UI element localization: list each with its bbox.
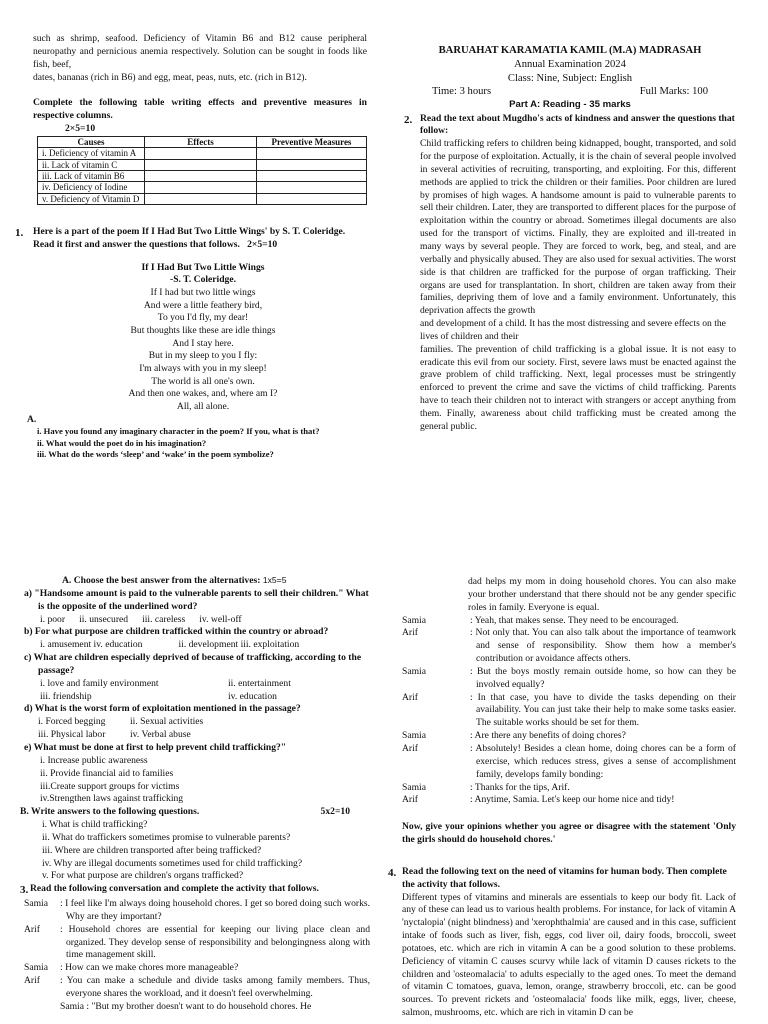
section-b-questions: [20, 819, 370, 883]
dialogue-text: : Anytime, Samia. Let's keep our home nice and tidy!: [470, 794, 675, 806]
table-row: [38, 182, 367, 193]
mcq-option[interactable]: iii.Create support groups for victims: [40, 780, 180, 792]
mcq-heading: A. Choose the best answer from the alternatives:: [62, 575, 261, 586]
q2-number: 2.: [404, 113, 413, 126]
mcq-option[interactable]: iv. education: [228, 690, 277, 702]
section-b-marks: 5x2=10: [320, 806, 350, 818]
speaker: Samia: [402, 781, 426, 793]
q3-dialogue-left: [20, 898, 370, 1014]
vitamin-text-1: such as shrimp, seafood. Deficiency of Vitamin B6 and B12 cause peripheral neuropathy and pernicious anemia respectively. Solution can be sought in foods like fish, beef,: [33, 33, 367, 70]
table-cell-effect[interactable]: [145, 193, 257, 204]
bottom-left-column: [20, 575, 370, 1014]
q1-number: 1.: [15, 226, 24, 239]
speaker: Arif: [24, 975, 40, 987]
mcq-question: e) What must be done at first to help prevent child trafficking?": [24, 741, 287, 753]
mcq-options: [20, 755, 370, 806]
short-question: i. What is child trafficking?: [42, 819, 148, 831]
table-header-causes: Causes: [38, 136, 145, 147]
table-cell-cause: iv. Deficiency of Iodine: [38, 182, 145, 193]
poem-line: All, all alone.: [176, 400, 230, 412]
mcq-option[interactable]: i. amusement iv. education: [40, 639, 143, 651]
part-heading: Part A: Reading - 35 marks: [509, 99, 631, 111]
exam-name: Annual Examination 2024: [514, 58, 626, 70]
speaker: Arif: [402, 794, 418, 806]
dialogue-text: : I feel like I'm always doing household chores. I get so bored doing such works. Why are they important?: [60, 897, 370, 922]
dialogue-text: : How can we make chores more manageable?: [60, 962, 239, 974]
table-cell-cause: ii. Lack of vitamin C: [38, 159, 145, 170]
mcq-option[interactable]: i. love and family environment: [40, 677, 159, 689]
full-marks: Full Marks: 100: [639, 86, 708, 98]
dialogue-text: : Yeah, that makes sense. They need to be encouraged.: [470, 614, 679, 626]
section-b-title: B. Write answers to the following questions.: [20, 806, 200, 818]
table-cell-cause: i. Deficiency of vitamin A: [38, 148, 145, 159]
table-cell-effect[interactable]: [145, 170, 257, 181]
poem-title: If I Had But Two Little Wings: [141, 261, 265, 273]
speaker: Arif: [24, 923, 40, 935]
poem-line: But thoughts like these are idle things: [130, 324, 276, 336]
short-question: v. For what purpose are children's organs trafficked?: [42, 870, 244, 882]
q2-instruction: Read the text about Mugdho's acts of kindness and answer the questions that follow:: [420, 112, 735, 137]
poem-question: i. Have you found any imaginary character in the poem? If you, what is that?: [37, 426, 320, 437]
mcq-option[interactable]: iii. friendship: [40, 690, 92, 702]
table-cell-measure[interactable]: [257, 159, 367, 170]
poem-line: And were a little feathery bird,: [143, 299, 263, 311]
mcq-options: [20, 639, 370, 652]
speaker: Samia: [402, 665, 426, 677]
q3-dialogue-right: [402, 615, 736, 808]
mcq-question: b) For what purpose are children trafficked within the country or abroad?: [24, 626, 329, 638]
table-cell-effect[interactable]: [145, 159, 257, 170]
mcq-option[interactable]: i. Forced begging: [38, 716, 106, 728]
dialogue-line: [402, 666, 736, 692]
table-cell-measure[interactable]: [257, 170, 367, 181]
poem-line: But in my sleep to you I fly:: [148, 350, 258, 362]
poem-questions: [33, 426, 367, 460]
exam-header: [404, 44, 736, 112]
question-4: [388, 866, 736, 1020]
mcq-options: [20, 716, 370, 742]
mcq-question: a) "Handsome amount is paid to the vulnerable parents to sell their children." What is the opposite of the underlined word?: [24, 587, 369, 612]
table-cell-cause: v. Deficiency of Vitamin D: [38, 193, 145, 204]
short-question: iv. Why are illegal documents sometimes used for child trafficking?: [42, 857, 303, 869]
poem-question: ii. What would the poet do in his imagination?: [37, 437, 207, 448]
dialogue-line: [402, 730, 736, 743]
dialogue-text: : Are there any benefits of doing chores?: [470, 730, 626, 742]
mcq-option[interactable]: i. poor: [40, 613, 66, 625]
q2-passage-3: families. The prevention of child trafficking is a global issue. It is not easy to eradicate this evil from our society. First, severe laws must be enacted against the grave problem of child trafficking. Next, legal processes must be stringently enforced to prevent the crime and save the victims of child trafficking. Parents have to teach their children not to interact with strangers or accept anything from them. Finally, awareness about child trafficking must be created among the general public.: [420, 343, 736, 432]
mcq-option[interactable]: ii. unsecured: [79, 613, 129, 625]
table-cell-measure[interactable]: [257, 148, 367, 159]
short-question: ii. What do traffickers sometimes promise to vulnerable parents?: [42, 831, 291, 843]
exam-time: Time: 3 hours: [432, 86, 492, 98]
speaker: Arif: [402, 627, 418, 639]
dialogue-text: Samia : "But my brother doesn't want to do household chores. He: [60, 1000, 312, 1012]
mcq-option[interactable]: iv. Verbal abuse: [130, 729, 191, 741]
mcq-option[interactable]: ii. Sexual activities: [130, 716, 204, 728]
dialogue-text: : But the boys mostly remain outside home, so how can they be involved equally?: [470, 665, 736, 690]
poem-line: If I had but two little wings: [150, 286, 256, 298]
table-cell-effect[interactable]: [145, 148, 257, 159]
section-a-label: A.: [27, 413, 37, 425]
table-cell-cause: iii. Lack of vitamin B6: [38, 170, 145, 181]
question-2: [404, 113, 736, 434]
table-row: [38, 193, 367, 204]
dialogue-text: : Not only that. You can also talk about the importance of teamwork and sense of responsibility. Show them how a member's contribution or avoidance affects others.: [470, 627, 736, 665]
bottom-right-column: [388, 576, 736, 1020]
q3-instruction: Read the following conversation and complete the activity that follows.: [30, 883, 319, 895]
mcq-marks: 1x5=5: [262, 575, 287, 585]
dialogue-line: [24, 898, 370, 924]
speaker: Samia: [24, 962, 48, 974]
class-subject: Class: Nine, Subject: English: [507, 72, 633, 84]
q3-number: 3.: [20, 884, 29, 897]
poem-line: I'm always with you in my sleep!: [139, 362, 267, 374]
mcq-question: d) What is the worst form of exploitation mentioned in the passage?: [24, 703, 301, 715]
q4-body: [402, 866, 736, 1020]
q2-passage-1: Child trafficking refers to children being kidnapped, bought, transported, and sold for the purpose of exploitation. Actually, it is the chain of several people involved in several activities of recruiting, transporting, and exploiting. For this, different methods are applied to trick the children or their families. Poor children are lured by promises of high wages. A handsome amount is paid to vulnerable parents to sell their children. Later, they are transported to different places for the purpose of exploitation within the country or abroad. Sometimes illegal documents are also used for the transport of victims. Finally, they are exploited and ill-treated in many ways by several people. They are forced to work, beg, and steal, and are verbally and physically abused. They are also used for sexual activities. The worst side is that children are trafficked for the purpose of organ trafficking. Their organs are used for transplantation. In short, children are taken away from their families, depriving them of love and a family environment. Unfortunately, this deprivation affects the growth: [420, 138, 736, 317]
table-header-effects: Effects: [145, 136, 257, 147]
dialogue-line: [402, 615, 736, 628]
table-cell-measure[interactable]: [257, 193, 367, 204]
top-right-column: [404, 44, 736, 434]
speaker: [24, 1001, 58, 1014]
mcq-options: [20, 678, 370, 704]
question-1: [15, 226, 367, 252]
mcq-option[interactable]: ii. development iii. exploitation: [178, 639, 300, 651]
school-name: BARUAHAT KARAMATIA KAMIL (M.A) MADRASAH: [438, 45, 702, 56]
table-header-measures: Preventive Measures: [257, 136, 367, 147]
q1-instruction-wrap: [33, 226, 367, 252]
section-b-heading: [20, 806, 370, 819]
poem-line: The world is all one's own.: [151, 375, 255, 387]
mcq-option[interactable]: iii. Physical labor: [38, 729, 106, 741]
poem-question: iii. What do the words ‘sleep’ and ‘wake’ in the poem symbolize?: [37, 448, 274, 459]
q2-passage-2: and development of a child. It has the most distressing and severe effects on the lives of children and their: [420, 318, 726, 342]
table-row: [38, 170, 367, 181]
mcq-option[interactable]: iv.Strengthen laws against trafficking: [40, 793, 184, 805]
mcq-option[interactable]: i. Increase public awareness: [40, 754, 148, 766]
question-3: [20, 883, 370, 898]
dialogue-line: [24, 962, 370, 975]
poem-author: -S. T. Coleridge.: [170, 274, 236, 286]
dialogue-text: : Thanks for the tips, Arif.: [470, 781, 570, 793]
q3-continuation: dad helps my mom in doing household chores. You can also make your brother understand that there should not be any gender specific roles in family. Everyone is equal.: [468, 576, 736, 613]
poem-line: To you I'd fly, my dear!: [157, 312, 249, 324]
q3-opinion: Now, give your opinions whether you agree or disagree with the statement 'Only the girls should do household chores.': [402, 821, 736, 846]
causes-table: [37, 136, 367, 205]
mcq-options: [20, 614, 370, 627]
poem-line: And I stay here.: [172, 337, 234, 349]
dialogue-line: [402, 782, 736, 795]
dialogue-line: [24, 1001, 370, 1014]
dialogue-line: [24, 975, 370, 1001]
speaker: Samia: [402, 614, 426, 626]
speaker: Arif: [402, 742, 418, 754]
q1-marks: 2×5=10: [247, 238, 278, 250]
speaker: Samia: [402, 730, 426, 742]
dialogue-line: [402, 743, 736, 782]
dialogue-line: [402, 627, 736, 666]
q4-instruction: Read the following text on the need of vitamins for human body. Then complete the activity that follows.: [402, 865, 727, 890]
table-marks: 2×5=10: [65, 123, 96, 135]
time-marks-row: [404, 85, 736, 99]
q4-passage: Different types of vitamins and minerals are essentials to keep our body fit. Lack of any of these can lead us to various health problems. For instance, for lack of vitamin A 'nyctalopia' (night blindness) and 'xerophthalmia' are caused and in this case, sufficient intake of foods such as liver, fish, eggs, cod liver oil, dairy foods, broccoli, sweet potatoes, etc. which are rich in vitamin A can be a good solution to these problems. Deficiency of vitamin C causes scurvy while lack of vitamin D causes rickets to the children and 'osteomalacia' to adults especially to the aged ones. To meet the demand of vitamin C tomatoes, guava, lemon, orange, strawberry broccoli, etc. can be good sources. To prevent rickets and 'osteomalacia' foods like milk, eggs, liver, cheese, salmon, mushrooms, etc. which are rich in vitamin D can be: [402, 891, 736, 1019]
q2-body: [420, 113, 736, 434]
dialogue-line: [24, 924, 370, 963]
dialogue-text: : In that case, you have to divide the tasks depending on their availability. You can just take their help to make some tasks easier. The suitable works should be set for them.: [470, 691, 736, 729]
dialogue-text: : Household chores are essential for keeping our living place clean and organized. They develop sense of responsibility and belongingness along with time management skill.: [60, 923, 370, 961]
mcq-option[interactable]: ii. entertainment: [228, 677, 291, 689]
table-cell-effect[interactable]: [145, 182, 257, 193]
table-instruction: Complete the following table writing effects and preventive measures in respective columns.: [33, 97, 367, 122]
mcq-option[interactable]: iv. well-off: [199, 613, 242, 625]
table-row: [38, 159, 367, 170]
vitamin-text-2: dates, bananas (rich in B6) and egg, meat, peas, nuts, etc. (rich in B12).: [33, 71, 307, 83]
mcq-option[interactable]: ii. Provide financial aid to families: [40, 767, 174, 779]
poem-line: And then one wakes, and, where am I?: [128, 388, 278, 400]
top-left-column: [15, 33, 367, 460]
q4-number: 4.: [388, 866, 397, 879]
mcq-question: c) What are children especially deprived of because of trafficking, according to the passage?: [24, 652, 362, 676]
table-cell-measure[interactable]: [257, 182, 367, 193]
mcq-heading-row: [20, 575, 370, 588]
short-question: iii. Where are children transported after being trafficked?: [42, 844, 262, 856]
dialogue-text: : Absolutely! Besides a clean home, doing chores can be a form of exercise, which reduces stress, gives a sense of accomplishment family, develops family bonding:: [470, 742, 736, 780]
q1-instruction: Here is a part of the poem If I Had But Two Little Wings' by S. T. Coleridge. Read it first and answer the questions that follows.: [33, 225, 346, 250]
dialogue-line: [402, 692, 736, 731]
dialogue-text: : You can make a schedule and divide tasks among family members. Thus, everyone shares the workload, and it doesn't feel overwhelming.: [60, 975, 370, 999]
table-row: [38, 148, 367, 159]
dialogue-line: [402, 794, 736, 807]
table-header-row: [38, 136, 367, 147]
poem: [33, 262, 373, 414]
mcq-option[interactable]: iii. careless: [142, 613, 186, 625]
speaker: Samia: [24, 897, 48, 909]
speaker: Arif: [402, 691, 418, 703]
